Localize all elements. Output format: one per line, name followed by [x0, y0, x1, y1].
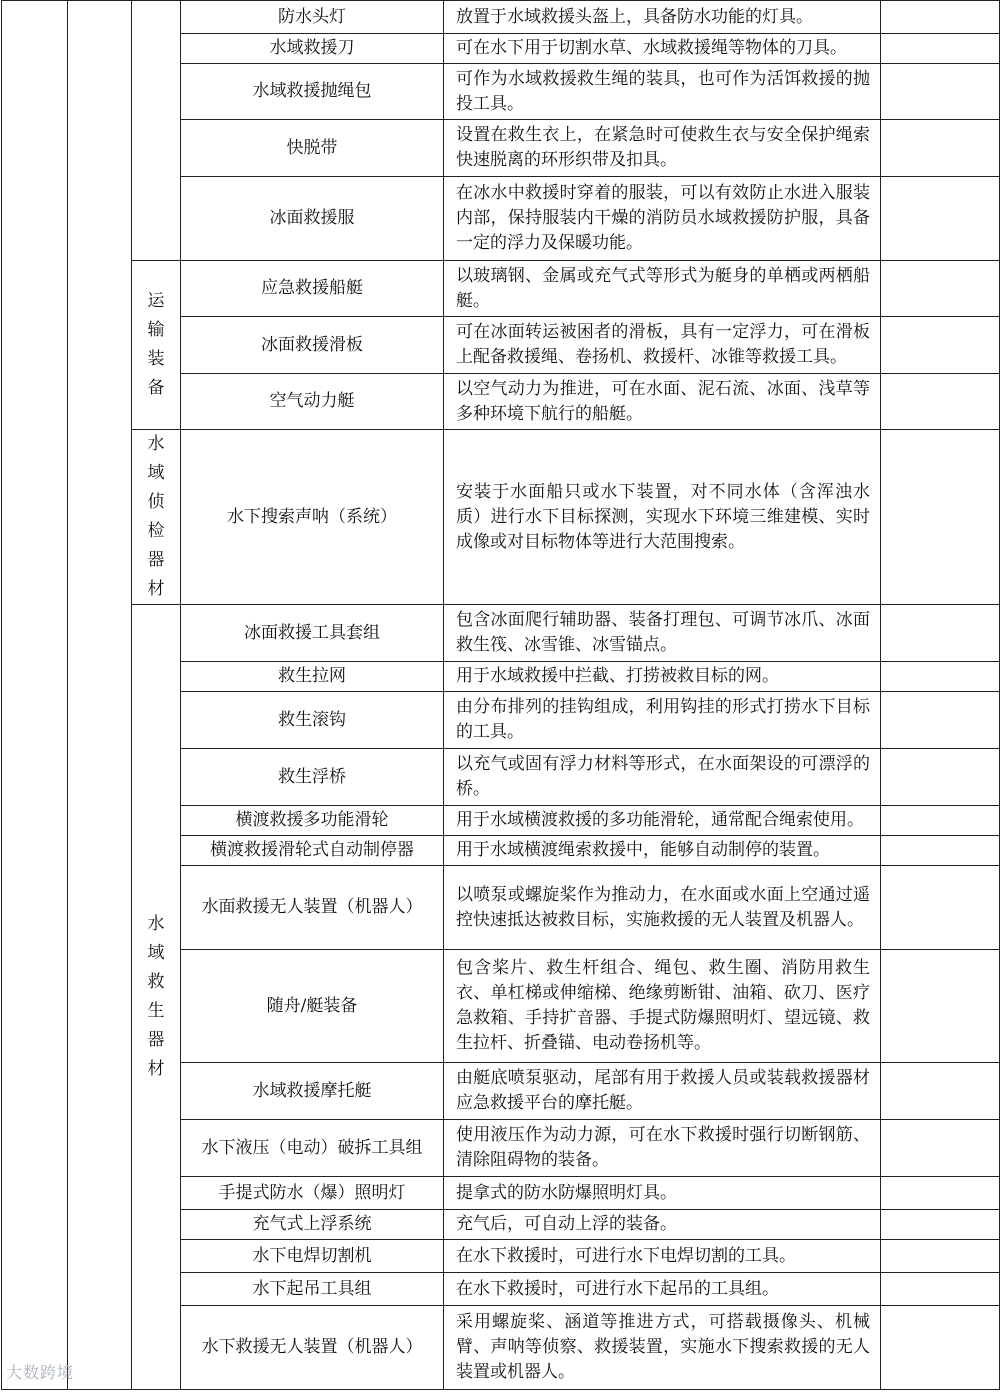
equipment-description: 以充气或固有浮力材料等形式，在水面架设的可漂浮的桥。 [444, 749, 881, 806]
category-cell-previous [132, 1, 181, 261]
remarks-cell [881, 749, 1000, 806]
equipment-description: 以玻璃钢、金属或充气式等形式为艇身的单栖或两栖船艇。 [444, 261, 881, 317]
equipment-name: 救生浮桥 [181, 749, 444, 806]
equipment-name: 水下起吊工具组 [181, 1273, 444, 1306]
equipment-name: 水下电焊切割机 [181, 1240, 444, 1273]
equipment-name: 快脱带 [181, 120, 444, 177]
remarks-cell [881, 950, 1000, 1063]
equipment-description: 可在水下用于切割水草、水域救援绳等物体的刀具。 [444, 34, 881, 64]
table-row [2, 605, 1000, 662]
equipment-name: 水下液压（电动）破拆工具组 [181, 1120, 444, 1177]
remarks-cell [881, 1210, 1000, 1240]
equipment-description: 以喷泵或螺旋桨作为推动力，在水面或水面上空通过遥控快速抵达被救目标，实施救援的无人装置及机器人。 [444, 866, 881, 950]
remarks-cell [881, 1177, 1000, 1210]
equipment-name: 水域救援刀 [181, 34, 444, 64]
group-column-cell [68, 1, 132, 1390]
remarks-cell [881, 317, 1000, 374]
equipment-description: 放置于水域救援头盔上，具备防水功能的灯具。 [444, 1, 881, 34]
remarks-cell [881, 1, 1000, 34]
equipment-name: 防水头灯 [181, 1, 444, 34]
remarks-cell [881, 836, 1000, 866]
equipment-description: 包含桨片、救生杆组合、绳包、救生圈、消防用救生衣、单杠梯或伸缩梯、绝缘剪断钳、油箱、砍刀、医疗急救箱、手持扩音器、手提式防爆照明灯、望远镜、救生拉杆、折叠锚、电动卷扬机等。 [444, 950, 881, 1063]
equipment-name: 横渡救援多功能滑轮 [181, 806, 444, 836]
equipment-description: 在水下救援时，可进行水下电焊切割的工具。 [444, 1240, 881, 1273]
equipment-description: 由分布排列的挂钩组成，利用钩挂的形式打捞水下目标的工具。 [444, 692, 881, 749]
table-row [2, 261, 1000, 317]
table-row [2, 1, 1000, 34]
equipment-description: 由艇底喷泵驱动，尾部有用于救援人员或装载救援器材应急救援平台的摩托艇。 [444, 1063, 881, 1120]
equipment-name: 随舟/艇装备 [181, 950, 444, 1063]
equipment-description: 使用液压作为动力源，可在水下救援时强行切断钢筋、清除阻碍物的装备。 [444, 1120, 881, 1177]
remarks-cell [881, 34, 1000, 64]
remarks-cell [881, 1306, 1000, 1390]
remarks-cell [881, 1273, 1000, 1306]
category-label: 水域救生器材 [147, 914, 165, 1079]
remarks-cell [881, 177, 1000, 261]
equipment-description: 以空气动力为推进，可在水面、泥石流、冰面、浅草等多种环境下航行的船艇。 [444, 374, 881, 430]
equipment-name: 水面救援无人装置（机器人） [181, 866, 444, 950]
remarks-cell [881, 1120, 1000, 1177]
category-cell-recon [132, 430, 181, 605]
equipment-name: 水域救援抛绳包 [181, 64, 444, 120]
remarks-cell [881, 120, 1000, 177]
equipment-name: 空气动力艇 [181, 374, 444, 430]
remarks-cell [881, 866, 1000, 950]
equipment-description: 用于水域横渡绳索救援中，能够自动制停的装置。 [444, 836, 881, 866]
table-row [2, 430, 1000, 605]
equipment-name: 冰面救援服 [181, 177, 444, 261]
remarks-cell [881, 430, 1000, 605]
equipment-description: 充气后，可自动上浮的装备。 [444, 1210, 881, 1240]
remarks-cell [881, 374, 1000, 430]
category-cell-rescue [132, 605, 181, 1390]
remarks-cell [881, 1063, 1000, 1120]
equipment-name: 水下搜索声呐（系统） [181, 430, 444, 605]
category-label: 水域侦检器材 [147, 434, 165, 599]
remarks-cell [881, 806, 1000, 836]
equipment-name: 应急救援船艇 [181, 261, 444, 317]
category-label: 运输装备 [147, 291, 165, 398]
equipment-name: 冰面救援滑板 [181, 317, 444, 374]
equipment-name: 水域救援摩托艇 [181, 1063, 444, 1120]
remarks-cell [881, 64, 1000, 120]
equipment-description: 可作为水域救援救生绳的装具，也可作为活饵救援的抛投工具。 [444, 64, 881, 120]
remarks-cell [881, 692, 1000, 749]
equipment-name: 手提式防水（爆）照明灯 [181, 1177, 444, 1210]
equipment-description: 用于水域横渡救援的多功能滑轮，通常配合绳索使用。 [444, 806, 881, 836]
equipment-name: 冰面救援工具套组 [181, 605, 444, 662]
equipment-description: 用于水域救援中拦截、打捞被救目标的网。 [444, 662, 881, 692]
equipment-description: 提拿式的防水防爆照明灯具。 [444, 1177, 881, 1210]
remarks-cell [881, 605, 1000, 662]
remarks-cell [881, 662, 1000, 692]
remarks-cell [881, 1240, 1000, 1273]
equipment-description: 在水下救援时，可进行水下起吊的工具组。 [444, 1273, 881, 1306]
equipment-description: 设置在救生衣上，在紧急时可使救生衣与安全保护绳索快速脱离的环形织带及扣具。 [444, 120, 881, 177]
watermark: 大数跨境 [6, 1363, 75, 1382]
equipment-name: 水下救援无人装置（机器人） [181, 1306, 444, 1390]
equipment-description: 安装于水面船只或水下装置，对不同水体（含浑浊水质）进行水下目标探测，实现水下环境三维建模、实时成像或对目标物体等进行大范围搜索。 [444, 430, 881, 605]
equipment-name: 横渡救援滑轮式自动制停器 [181, 836, 444, 866]
equipment-name: 救生滚钩 [181, 692, 444, 749]
equipment-name: 充气式上浮系统 [181, 1210, 444, 1240]
equipment-description: 包含冰面爬行辅助器、装备打理包、可调节冰爪、冰面救生筏、冰雪锥、冰雪锚点。 [444, 605, 881, 662]
equipment-name: 救生拉网 [181, 662, 444, 692]
equipment-description: 可在冰面转运被困者的滑板，具有一定浮力，可在滑板上配备救援绳、卷扬机、救援杆、冰锥等救援工具。 [444, 317, 881, 374]
index-column-cell [2, 1, 68, 1390]
category-cell-transport [132, 261, 181, 430]
equipment-table [1, 0, 1000, 1390]
equipment-description: 采用螺旋桨、涵道等推进方式，可搭载摄像头、机械臂、声呐等侦察、救援装置，实施水下搜索救援的无人装置或机器人。 [444, 1306, 881, 1390]
remarks-cell [881, 261, 1000, 317]
equipment-description: 在冰水中救援时穿着的服装，可以有效防止水进入服装内部，保持服装内干燥的消防员水域救援防护服，具备一定的浮力及保暖功能。 [444, 177, 881, 261]
